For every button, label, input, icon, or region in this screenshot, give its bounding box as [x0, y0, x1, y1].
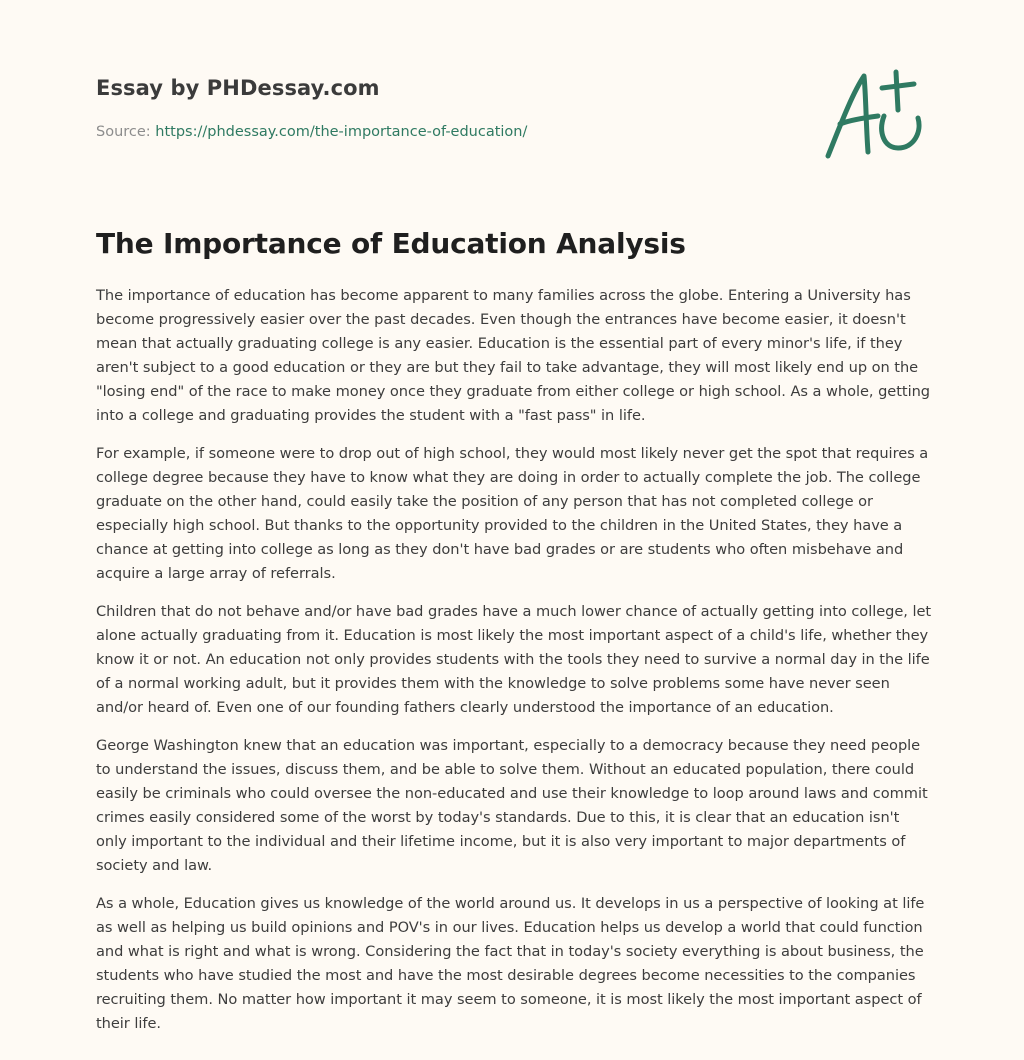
essay-paragraph: Children that do not behave and/or have bad grades have a much lower chance of actually getting into college, let alone actually graduating from it. Education is most likely the most important aspect of a child's life, whether they know it or not. An education not only provides students with the tools they need to survive a normal day in the life of a normal working adult, but it provides them with the knowledge to solve problems some have never seen and/or heard of. Even one of our founding fathers clearly understood the importance of an education.	[96, 603, 932, 716]
source-line	[96, 124, 527, 140]
essay-title: The Importance of Education Analysis	[96, 227, 686, 260]
brand-title: Essay by PHDessay.com	[96, 76, 380, 100]
a-plus-logo-icon	[818, 66, 928, 166]
essay-paragraph: As a whole, Education gives us knowledge of the world around us. It develops in us a perspective of looking at life as well as helping us build opinions and POV's in our lives. Education helps us develop a world that could function and what is right and what is wrong. Considering the fact that in today's society everything is about business, the students who have studied the most and have the most desirable degrees become necessities to the companies recruiting them. No matter how important it may seem to someone, it is most likely the most important aspect of their life.	[96, 895, 925, 1032]
essay-body	[96, 284, 932, 1050]
essay-paragraph: For example, if someone were to drop out of high school, they would most likely never get the spot that requires a college degree because they have to know what they are doing in order to actually complete the job. The college graduate on the other hand, could easily take the position of any person that has not completed college or especially high school. But thanks to the opportunity provided to the children in the United States, they have a chance at getting into college as long as they don't have bad grades or are students who often misbehave and acquire a large array of referrals.	[96, 445, 929, 582]
essay-paragraph: George Washington knew that an education was important, especially to a democracy because they need people to understand the issues, discuss them, and be able to solve them. Without an educated population, there could easily be criminals who could oversee the non-educated and use their knowledge to loop around laws and commit crimes easily considered some of the worst by today's standards. Due to this, it is clear that an education isn't only important to the individual and their lifetime income, but it is also very important to major departments of society and law.	[96, 737, 928, 874]
essay-paragraph: The importance of education has become apparent to many families across the globe. Entering a University has become progressively easier over the past decades. Even though the entrances have become easier, it doesn't mean that actually graduating college is any easier. Education is the essential part of every minor's life, if they aren't subject to a good education or they are but they fail to take advantage, they will most likely end up on the "losing end" of the race to make money once they graduate from either college or high school. As a whole, getting into a college and graduating provides the student with a "fast pass" in life.	[96, 287, 930, 424]
source-label: Source:	[96, 124, 151, 140]
source-link[interactable]: https://phdessay.com/the-importance-of-education/	[155, 124, 528, 140]
